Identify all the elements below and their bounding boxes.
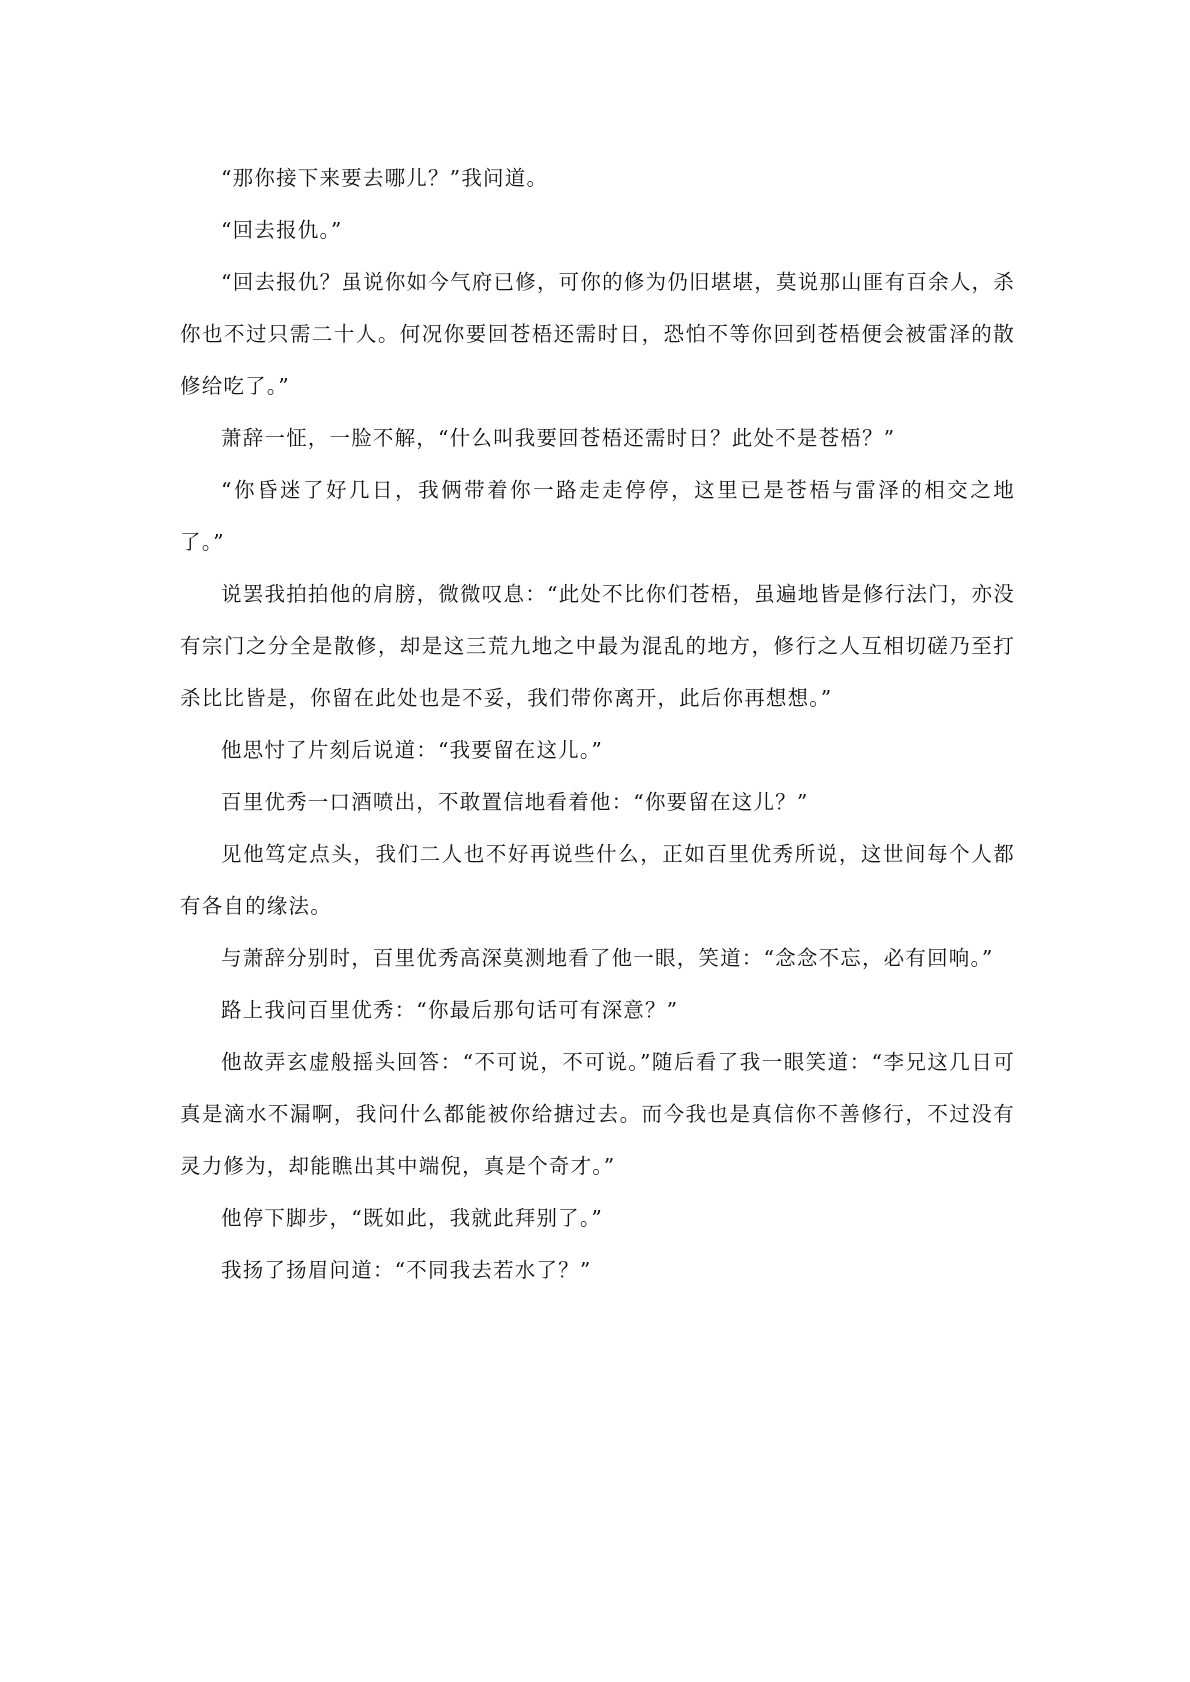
paragraph: “回去报仇？虽说你如今气府已修，可你的修为仍旧堪堪，莫说那山匪有百余人，杀你也不过只需二十人。何况你要回苍梧还需时日，恐怕不等你回到苍梧便会被雷泽的散修给吃了。” bbox=[180, 270, 1015, 398]
paragraph: 他停下脚步，“既如此，我就此拜别了。” bbox=[221, 1206, 604, 1230]
paragraph: 说罢我拍拍他的肩膀，微微叹息：“此处不比你们苍梧，虽遍地皆是修行法门，亦没有宗门之分全是散修，却是这三荒九地之中最为混乱的地方，修行之人互相切磋乃至打杀比比皆是，你留在此处也是不妥，我们带你离开，此后你再想想。” bbox=[180, 582, 1015, 710]
paragraph: 他故弄玄虚般摇头回答：“不可说，不可说。”随后看了我一眼笑道：“李兄这几日可真是滴水不漏啊，我问什么都能被你给搪过去。而今我也是真信你不善修行，不过没有灵力修为，却能瞧出其中端倪，真是个奇才。” bbox=[180, 1050, 1015, 1178]
paragraph: “回去报仇。” bbox=[221, 218, 343, 242]
paragraph: “那你接下来要去哪儿？”我问道。 bbox=[221, 166, 549, 190]
paragraph: 路上我问百里优秀：“你最后那句话可有深意？” bbox=[221, 998, 679, 1022]
document-body bbox=[180, 152, 1015, 1296]
paragraph: “你昏迷了好几日，我俩带着你一路走走停停，这里已是苍梧与雷泽的相交之地了。” bbox=[180, 478, 1015, 554]
paragraph: 萧辞一怔，一脸不解，“什么叫我要回苍梧还需时日？此处不是苍梧？” bbox=[221, 426, 896, 450]
paragraph: 百里优秀一口酒喷出，不敢置信地看着他：“你要留在这儿？” bbox=[221, 790, 809, 814]
paragraph: 我扬了扬眉问道：“不同我去若水了？” bbox=[221, 1258, 592, 1282]
paragraph: 他思忖了片刻后说道：“我要留在这儿。” bbox=[221, 738, 604, 762]
paragraph: 见他笃定点头，我们二人也不好再说些什么，正如百里优秀所说，这世间每个人都有各自的缘法。 bbox=[180, 842, 1015, 918]
paragraph: 与萧辞分别时，百里优秀高深莫测地看了他一眼，笑道：“念念不忘，必有回响。” bbox=[221, 946, 994, 970]
